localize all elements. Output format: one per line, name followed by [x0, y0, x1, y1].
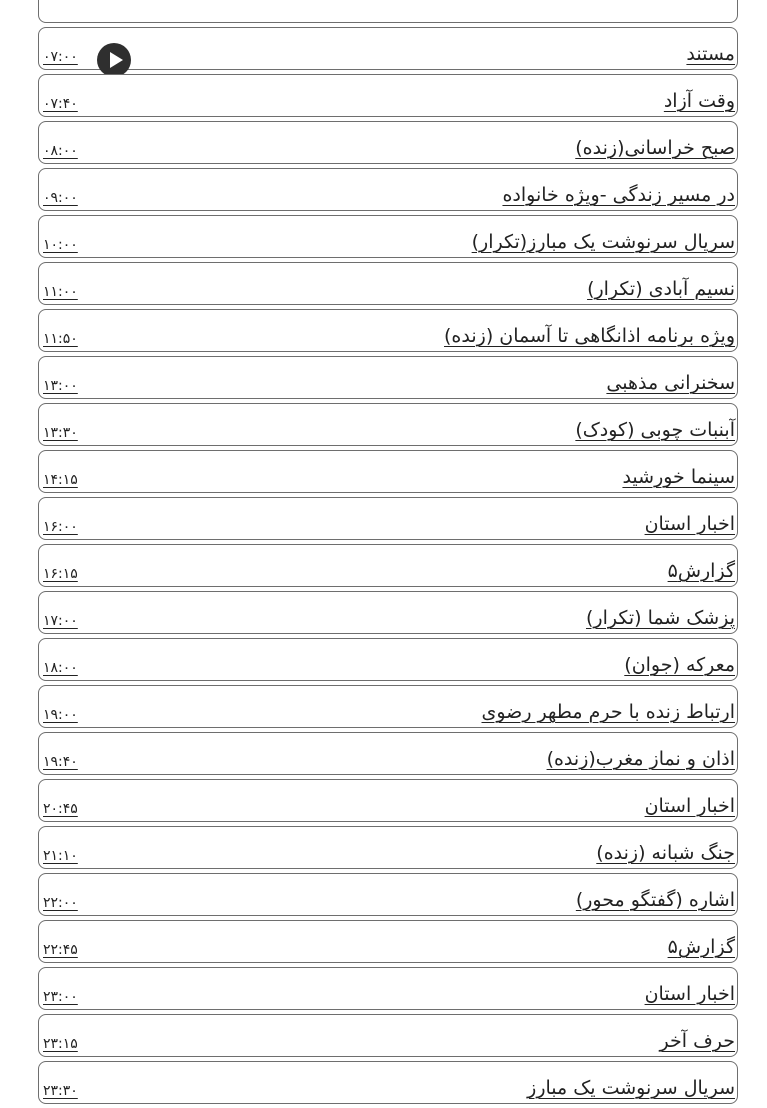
program-time: ۰۸:۰۰	[43, 143, 78, 159]
schedule-row[interactable]	[38, 0, 738, 23]
program-time: ۱۱:۰۰	[43, 284, 78, 300]
program-time: ۰۹:۰۰	[43, 190, 78, 206]
program-time: ۱۱:۵۰	[43, 331, 78, 347]
program-time: ۱۸:۰۰	[43, 660, 78, 676]
program-title: مستند	[686, 43, 735, 65]
schedule-row[interactable]	[38, 356, 738, 399]
schedule-row[interactable]	[38, 544, 738, 587]
schedule-row[interactable]	[38, 1014, 738, 1057]
schedule-row-now-playing[interactable]	[38, 27, 738, 70]
program-time: ۱۹:۴۰	[43, 754, 78, 770]
schedule-row[interactable]	[38, 638, 738, 681]
program-time: ۱۳:۰۰	[43, 378, 78, 394]
program-time: ۱۹:۰۰	[43, 707, 78, 723]
schedule-row[interactable]	[38, 262, 738, 305]
program-time: ۲۳:۰۰	[43, 989, 78, 1005]
program-time: ۱۷:۰۰	[43, 613, 78, 629]
program-title: در مسیر زندگی -ویژه خانواده	[502, 184, 735, 206]
program-title: گزارش۵	[667, 936, 735, 958]
program-title: اخبار استان	[644, 983, 735, 1005]
program-time: ۰۷:۴۰	[43, 96, 78, 112]
schedule-row[interactable]	[38, 1061, 738, 1104]
program-title: اذان و نماز مغرب(زنده)	[546, 748, 735, 770]
schedule-row[interactable]	[38, 309, 738, 352]
play-icon[interactable]	[97, 43, 131, 77]
program-title: ارتباط زنده با حرم مطهر رضوی	[481, 701, 735, 723]
schedule-row[interactable]	[38, 920, 738, 963]
program-title: آبنبات چوبی (کودک)	[575, 419, 735, 441]
program-time: ۲۳:۱۵	[43, 1036, 78, 1052]
schedule-row[interactable]	[38, 591, 738, 634]
program-title: اخبار استان	[644, 795, 735, 817]
program-title: نسیم آبادی (تکرار)	[587, 278, 735, 300]
program-time: ۰۷:۰۰	[43, 49, 78, 65]
schedule-row[interactable]	[38, 403, 738, 446]
program-time: ۲۰:۴۵	[43, 801, 78, 817]
program-title: سریال سرنوشت یک مبارز(تکرار)	[471, 231, 735, 253]
program-title: سینما خورشید	[622, 466, 735, 488]
schedule-row[interactable]	[38, 779, 738, 822]
program-title: گزارش۵	[667, 560, 735, 582]
program-time: ۱۴:۱۵	[43, 472, 78, 488]
schedule-row[interactable]	[38, 967, 738, 1010]
program-title: صبح خراسانی(زنده)	[575, 137, 735, 159]
program-title: وقت آزاد	[663, 90, 735, 112]
schedule-row[interactable]	[38, 685, 738, 728]
program-time: ۲۱:۱۰	[43, 848, 78, 864]
program-title: اخبار استان	[644, 513, 735, 535]
program-time: ۱۳:۳۰	[43, 425, 78, 441]
schedule-row[interactable]	[38, 826, 738, 869]
program-time: ۲۲:۴۵	[43, 942, 78, 958]
schedule-row[interactable]	[38, 121, 738, 164]
schedule-row[interactable]	[38, 873, 738, 916]
schedule-row[interactable]	[38, 497, 738, 540]
program-title: حرف آخر	[659, 1030, 735, 1052]
program-time: ۲۲:۰۰	[43, 895, 78, 911]
program-title: ویژه برنامه اذانگاهی تا آسمان (زنده)	[444, 325, 735, 347]
schedule-row[interactable]	[38, 215, 738, 258]
schedule-row[interactable]	[38, 74, 738, 117]
program-title: معرکه (جوان)	[624, 654, 735, 676]
program-title: سخنرانی مذهبی	[606, 372, 735, 394]
schedule-row[interactable]	[38, 732, 738, 775]
program-title: سریال سرنوشت یک مبارز	[527, 1077, 735, 1099]
schedule-list	[38, 0, 738, 1108]
program-time: ۲۳:۳۰	[43, 1083, 78, 1099]
program-time: ۱۰:۰۰	[43, 237, 78, 253]
schedule-row[interactable]	[38, 168, 738, 211]
program-time: ۱۶:۰۰	[43, 519, 78, 535]
program-title: پزشک شما (تکرار)	[585, 607, 735, 629]
program-time: ۱۶:۱۵	[43, 566, 78, 582]
program-title: اشاره (گفتگو محور)	[575, 889, 735, 911]
program-title: جنگ شبانه (زنده)	[596, 842, 735, 864]
schedule-row[interactable]	[38, 450, 738, 493]
